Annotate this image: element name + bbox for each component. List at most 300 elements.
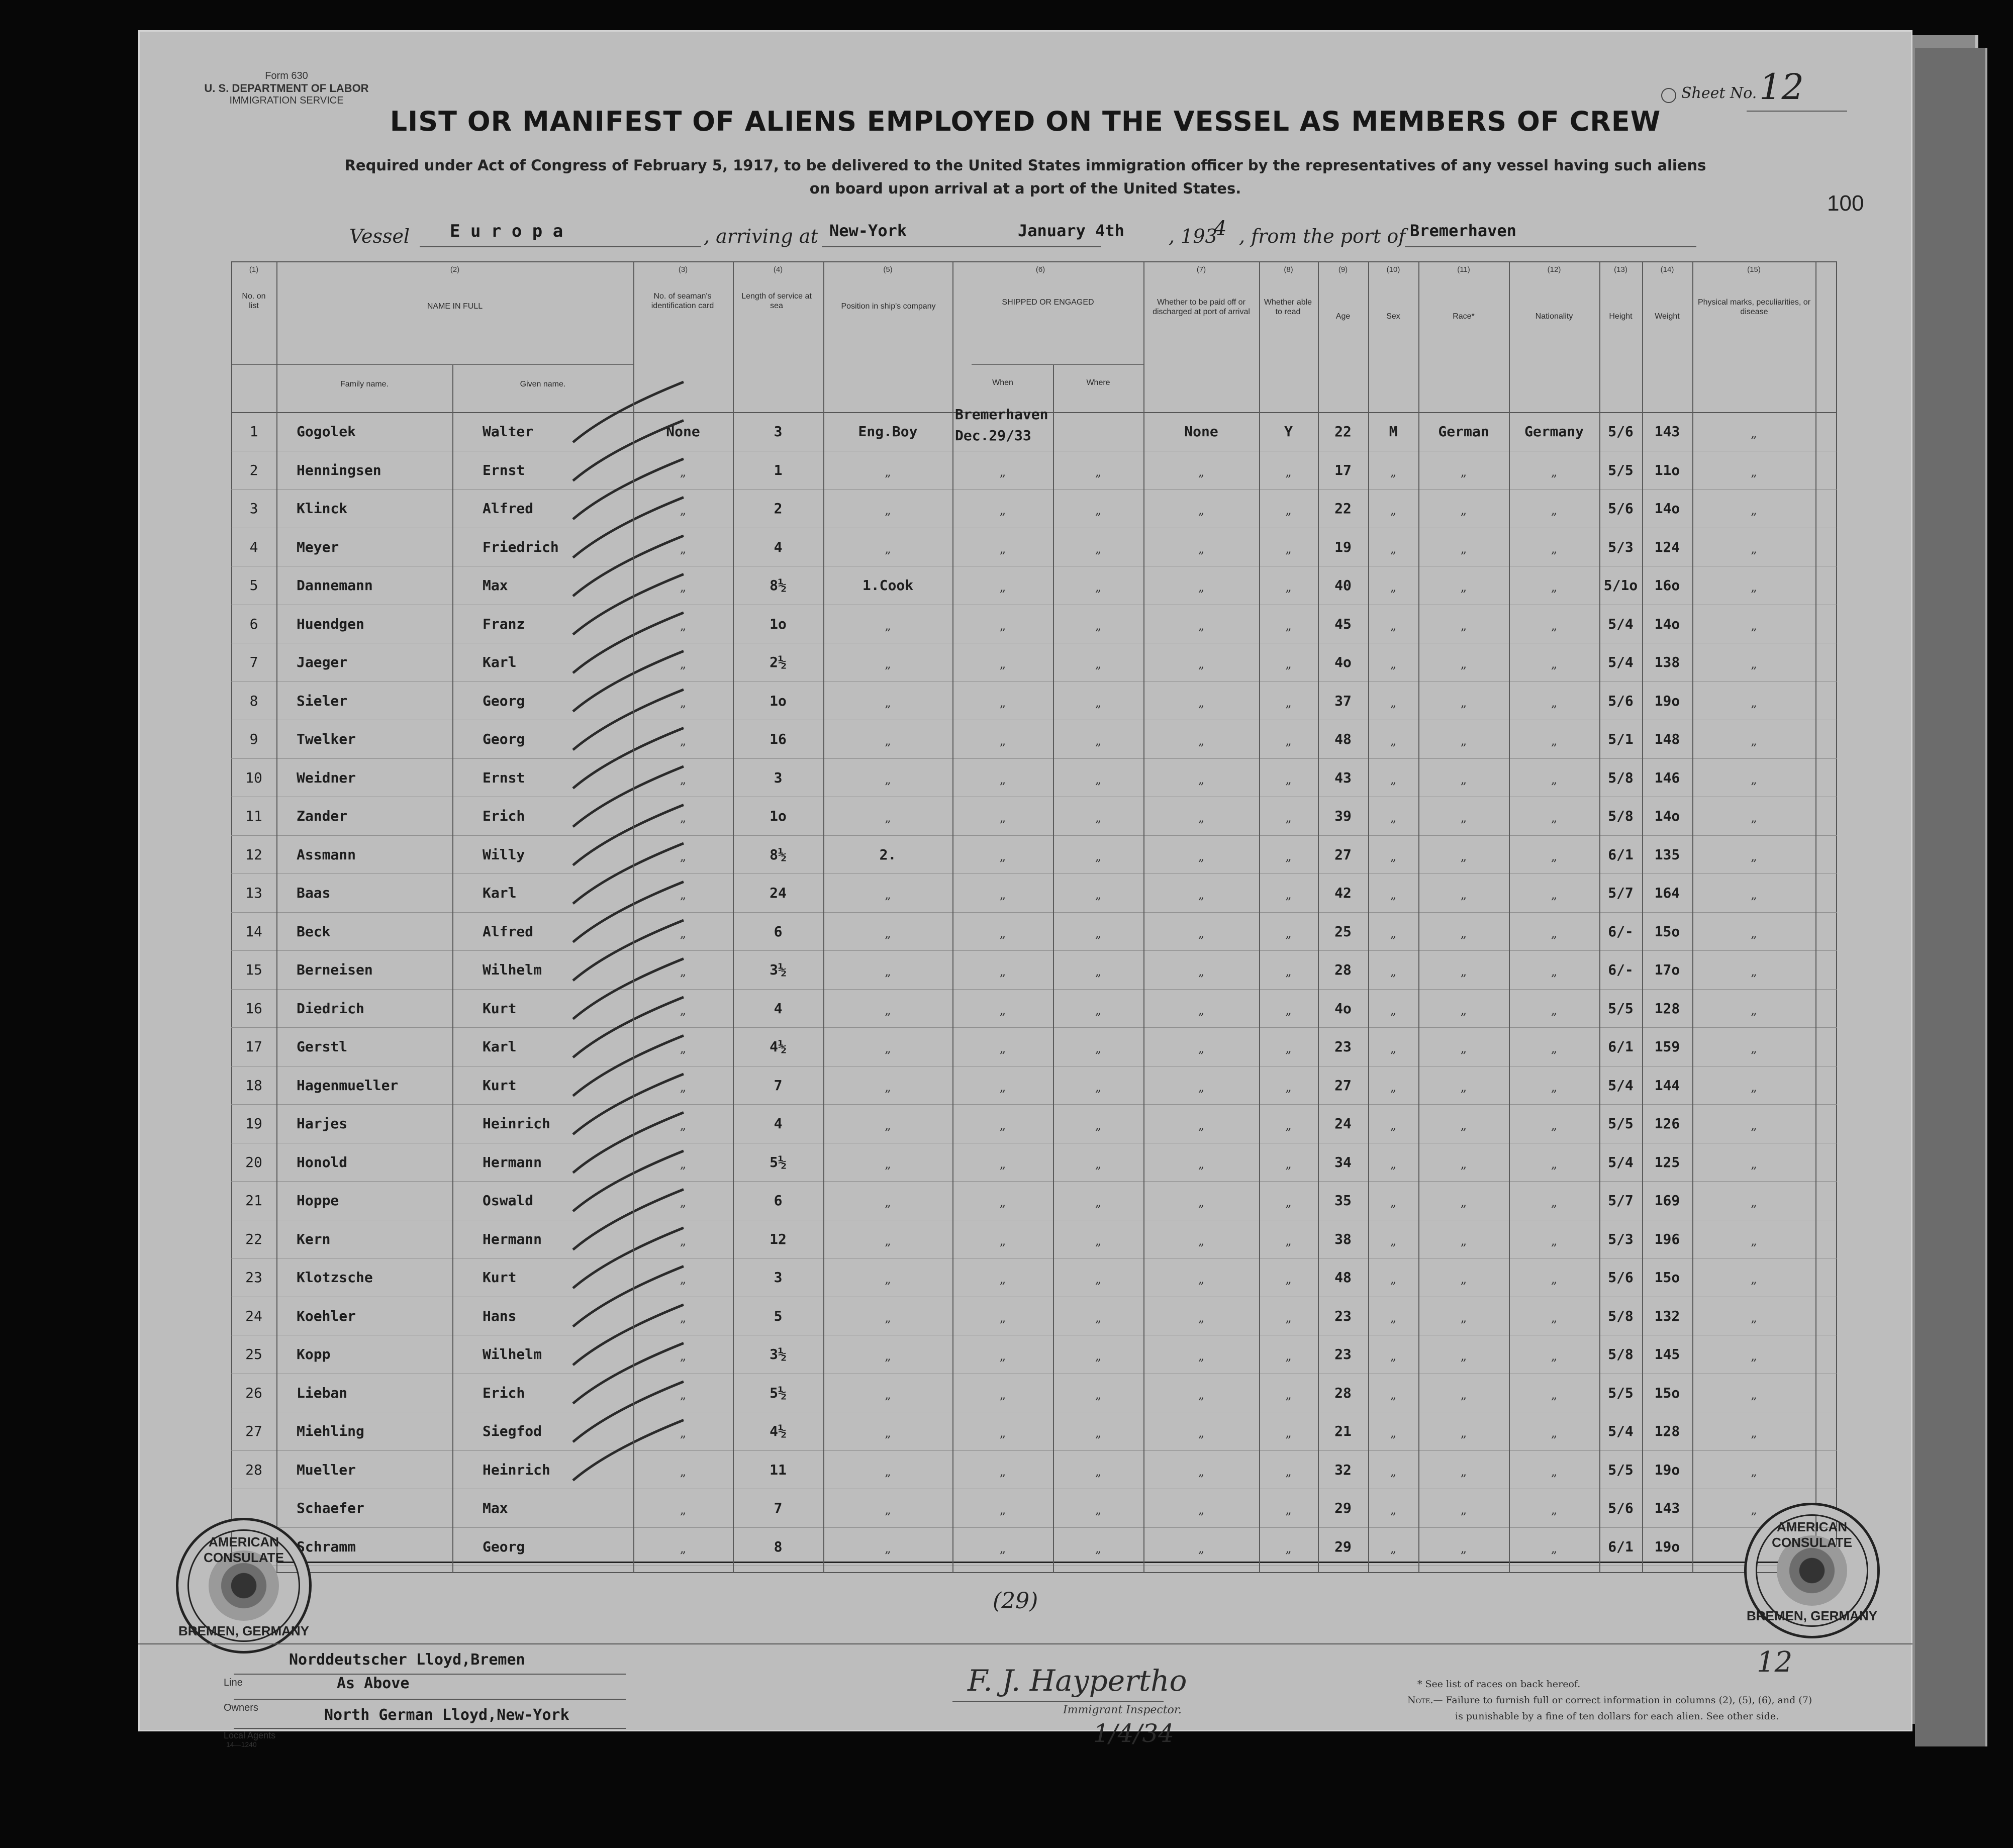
family-name: Klotzsche [297, 1269, 373, 1286]
from-port-label: , from the port of [1239, 225, 1406, 247]
ditto-mark: „ [1095, 888, 1102, 902]
ditto-mark: „ [1095, 1503, 1102, 1517]
weight: 19o [1654, 692, 1680, 709]
position: Eng.Boy [858, 423, 918, 440]
ditto-mark: „ [680, 734, 687, 748]
ditto-mark: „ [1551, 1272, 1558, 1286]
length-of-service: 2 [774, 500, 783, 517]
height: 5/5 [1608, 461, 1634, 478]
ditto-mark: „ [1551, 695, 1558, 710]
ditto-mark: „ [1095, 1464, 1102, 1479]
family-name: Lieban [297, 1384, 348, 1401]
ditto-mark: „ [1551, 926, 1558, 940]
ditto-mark: „ [1285, 811, 1292, 825]
ditto-mark: „ [1198, 1156, 1205, 1171]
ditto-mark: „ [1751, 657, 1757, 671]
column-rule [1509, 261, 1510, 1573]
ditto-mark: „ [999, 1041, 1006, 1055]
ditto-mark: „ [1390, 1464, 1397, 1479]
row-number: 26 [245, 1384, 262, 1401]
ditto-mark: „ [680, 1541, 687, 1555]
ditto-mark: „ [1551, 1426, 1558, 1440]
ditto-mark: „ [1551, 888, 1558, 902]
family-name: Zander [297, 808, 348, 824]
weight: 138 [1654, 654, 1680, 670]
ditto-mark: „ [1751, 580, 1757, 594]
row-number: 24 [245, 1307, 262, 1324]
owners-value: As Above [337, 1675, 410, 1692]
family-name: Assmann [297, 846, 356, 863]
family-name: Kopp [297, 1346, 331, 1363]
header-id-card: No. of seaman's identification card [651, 292, 714, 310]
ditto-mark: „ [1751, 888, 1757, 902]
ditto-mark: „ [1390, 464, 1397, 479]
header-height: Height [1609, 312, 1633, 321]
ditto-mark: „ [680, 1195, 687, 1209]
age: 17 [1334, 461, 1352, 478]
ditto-mark: „ [885, 772, 891, 787]
ditto-mark: „ [1751, 1426, 1757, 1440]
form-code: 14—1240 [226, 1740, 257, 1748]
year-label: , 193 [1169, 225, 1217, 247]
length-of-service: 8½ [770, 577, 787, 594]
ditto-mark: „ [680, 1041, 687, 1055]
ditto-mark: „ [1460, 618, 1467, 633]
ditto-mark: „ [885, 503, 891, 517]
given-name: Friedrich [483, 538, 559, 555]
age: 45 [1334, 615, 1352, 632]
ditto-mark: „ [999, 657, 1006, 671]
ditto-mark: „ [885, 1464, 891, 1479]
ditto-mark: „ [1460, 541, 1467, 556]
ditto-mark: „ [1460, 1349, 1467, 1363]
ditto-mark: „ [1390, 1118, 1397, 1132]
ditto-mark: „ [1551, 1233, 1558, 1248]
ditto-mark: „ [1751, 618, 1757, 633]
ditto-mark: „ [1551, 541, 1558, 556]
family-name: Huendgen [297, 615, 364, 632]
ditto-mark: „ [1751, 541, 1757, 556]
ditto-mark: „ [1285, 1310, 1292, 1325]
ditto-mark: „ [1095, 1426, 1102, 1440]
ditto-mark: „ [1390, 1156, 1397, 1171]
ditto-mark: „ [999, 1156, 1006, 1171]
family-name: Berneisen [297, 961, 373, 978]
weight: 128 [1654, 1000, 1680, 1017]
family-name: Miehling [297, 1423, 364, 1439]
ditto-mark: „ [680, 964, 687, 979]
ditto-mark: „ [1460, 1272, 1467, 1286]
length-of-service: 3 [774, 1269, 783, 1286]
length-of-service: 4 [774, 538, 783, 555]
ditto-mark: „ [1390, 1041, 1397, 1055]
col-num-5: (5) [883, 265, 893, 274]
age: 27 [1334, 846, 1352, 863]
ditto-mark: „ [680, 464, 687, 479]
ditto-mark: „ [1460, 695, 1467, 710]
given-name: Wilhelm [483, 1346, 542, 1363]
family-name: Mueller [297, 1461, 356, 1478]
ditto-mark: „ [1460, 1156, 1467, 1171]
family-name: Jaeger [297, 654, 348, 670]
ditto-mark: „ [1198, 1195, 1205, 1209]
height: 5/8 [1608, 769, 1634, 786]
family-name: Weidner [297, 769, 356, 786]
ditto-mark: „ [885, 964, 891, 979]
row-number: 20 [245, 1153, 262, 1171]
ditto-mark: „ [1095, 464, 1102, 479]
ditto-mark: „ [885, 541, 891, 556]
age: 38 [1334, 1230, 1352, 1247]
header-nationality: Nationality [1535, 312, 1573, 321]
column-rule [733, 261, 734, 1573]
ditto-mark: „ [1751, 1156, 1757, 1171]
ditto-mark: „ [1751, 1503, 1757, 1517]
ditto-mark: „ [1198, 695, 1205, 710]
height: 5/8 [1608, 808, 1634, 824]
ditto-mark: „ [1285, 1118, 1292, 1132]
header-race: Race* [1453, 312, 1475, 321]
ditto-mark: „ [1390, 849, 1397, 863]
ditto-mark: „ [1751, 1195, 1757, 1209]
col-num-2: (2) [450, 265, 460, 274]
ditto-mark: „ [1551, 1387, 1558, 1402]
given-name: Hans [483, 1307, 517, 1324]
ditto-mark: „ [680, 541, 687, 556]
ditto-mark: „ [1460, 580, 1467, 594]
header-physical: Physical marks, peculiarities, or disease [1697, 298, 1811, 316]
family-name: Gogolek [297, 423, 356, 440]
ditto-mark: „ [999, 1426, 1006, 1440]
ditto-mark: „ [1285, 1003, 1292, 1017]
ditto-mark: „ [1285, 1387, 1292, 1402]
age: 19 [1334, 538, 1352, 555]
ditto-mark: „ [680, 888, 687, 902]
ditto-mark: „ [1460, 926, 1467, 940]
ditto-mark: „ [885, 1156, 891, 1171]
ditto-mark: „ [1285, 1541, 1292, 1555]
family-name: Gerstl [297, 1038, 348, 1055]
shipped-date: Dec.29/33 [955, 427, 1031, 444]
given-name: Max [483, 1500, 508, 1516]
age: 42 [1334, 885, 1352, 901]
height: 5/7 [1608, 885, 1634, 901]
ditto-mark: „ [885, 1310, 891, 1325]
row-number: 27 [245, 1423, 262, 1439]
column-rule [1318, 261, 1319, 1573]
inspector-date: 1/4/34 [1093, 1719, 1174, 1748]
age: 4o [1334, 1000, 1352, 1017]
height: 5/1 [1608, 731, 1634, 747]
age: 28 [1334, 961, 1352, 978]
ditto-mark: „ [999, 926, 1006, 940]
ditto-mark: „ [1460, 849, 1467, 863]
agents-label: Local Agents [224, 1730, 276, 1740]
ditto-mark: „ [1285, 1156, 1292, 1171]
age: 48 [1334, 731, 1352, 747]
ditto-mark: „ [1095, 1195, 1102, 1209]
ditto-mark: „ [1095, 580, 1102, 594]
ditto-mark: „ [1095, 541, 1102, 556]
ditto-mark: „ [885, 1003, 891, 1017]
height: 6/- [1608, 961, 1634, 978]
weight: 128 [1654, 1423, 1680, 1439]
height: 6/1 [1608, 1038, 1634, 1055]
family-name: Henningsen [297, 461, 381, 478]
column-rule [1418, 261, 1419, 1573]
column-rule [1599, 261, 1600, 1573]
weight: 17o [1654, 961, 1680, 978]
ditto-mark: „ [1285, 1041, 1292, 1055]
ditto-mark: „ [1390, 541, 1397, 556]
ditto-mark: „ [1751, 1310, 1757, 1325]
ditto-mark: „ [1095, 1233, 1102, 1248]
age: 37 [1334, 692, 1352, 709]
ditto-mark: „ [1460, 1503, 1467, 1517]
ditto-mark: „ [1551, 580, 1558, 594]
ditto-mark: „ [1460, 1426, 1467, 1440]
height: 5/5 [1608, 1115, 1634, 1132]
check-stroke [573, 382, 684, 442]
page-title: LIST OR MANIFEST OF ALIENS EMPLOYED ON THE VESSEL AS MEMBERS OF CREW [390, 106, 1661, 137]
length-of-service: 6 [774, 1192, 783, 1209]
ditto-mark: „ [1551, 1349, 1558, 1363]
subtitle-line-2: on board upon arrival at a port of the United States. [809, 180, 1241, 197]
row-number: 23 [245, 1269, 262, 1286]
row-number: 10 [245, 769, 262, 786]
height: 5/4 [1608, 615, 1634, 632]
weight: 148 [1654, 731, 1680, 747]
age: 4o [1334, 654, 1352, 670]
given-name: Ernst [483, 461, 525, 478]
ditto-mark: „ [1751, 695, 1757, 710]
weight: 15o [1654, 1269, 1680, 1286]
weight: 126 [1654, 1115, 1680, 1132]
given-name: Karl [483, 1038, 517, 1055]
height: 5/6 [1608, 500, 1634, 517]
ditto-mark: „ [1198, 1387, 1205, 1402]
ditto-mark: „ [1198, 1349, 1205, 1363]
ditto-mark: „ [1551, 772, 1558, 787]
weight: 143 [1654, 1500, 1680, 1516]
inspector-signature: F. J. Haypertho [968, 1664, 1187, 1698]
ditto-mark: „ [1095, 926, 1102, 940]
ditto-mark: „ [1390, 926, 1397, 940]
ditto-mark: „ [1751, 1387, 1757, 1402]
line-label: Line [224, 1677, 243, 1688]
ditto-mark: „ [999, 1080, 1006, 1094]
length-of-service: 8½ [770, 846, 787, 863]
ditto-mark: „ [999, 464, 1006, 479]
ditto-mark: „ [999, 580, 1006, 594]
position: 2. [879, 846, 897, 863]
ditto-mark: „ [1285, 657, 1292, 671]
ditto-mark: „ [1460, 1233, 1467, 1248]
ditto-mark: „ [885, 464, 891, 479]
header-family-name: Family name. [340, 380, 389, 388]
family-name: Dannemann [297, 577, 373, 594]
given-name: Hermann [483, 1230, 542, 1247]
nationality: Germany [1524, 423, 1584, 440]
column-rule [1259, 261, 1260, 1573]
ditto-mark: „ [1390, 772, 1397, 787]
ditto-mark: „ [1095, 772, 1102, 787]
ditto-mark: „ [999, 1118, 1006, 1132]
ditto-mark: „ [1390, 734, 1397, 748]
weight: 145 [1654, 1346, 1680, 1363]
ditto-mark: „ [999, 811, 1006, 825]
row-number: 11 [245, 808, 262, 824]
family-name: Schaefer [297, 1500, 364, 1516]
ditto-mark: „ [1551, 964, 1558, 979]
row-number: 6 [249, 615, 258, 632]
ditto-mark: „ [1198, 580, 1205, 594]
ditto-mark: „ [680, 580, 687, 594]
ditto-mark: „ [1460, 1387, 1467, 1402]
ditto-mark: „ [1551, 1195, 1558, 1209]
ditto-mark: „ [999, 1195, 1006, 1209]
age: 23 [1334, 1346, 1352, 1363]
ditto-mark: „ [1198, 1233, 1205, 1248]
form-header [204, 70, 369, 107]
height: 5/7 [1608, 1192, 1634, 1209]
ditto-mark: „ [885, 926, 891, 940]
ditto-mark: „ [1198, 503, 1205, 517]
age: 40 [1334, 577, 1352, 594]
length-of-service: 1o [770, 808, 787, 824]
height: 5/6 [1608, 692, 1634, 709]
ditto-mark: „ [1460, 1464, 1467, 1479]
row-number: 14 [245, 923, 262, 940]
length-of-service: 1 [774, 461, 783, 478]
height: 5/6 [1608, 1500, 1634, 1516]
height: 5/8 [1608, 1346, 1634, 1363]
age: 34 [1334, 1153, 1352, 1171]
weight: 125 [1654, 1153, 1680, 1171]
ditto-mark: „ [1751, 503, 1757, 517]
consulate-stamp-right: AMERICAN CONSULATE BREMEN, GERMANY [1744, 1503, 1880, 1638]
ditto-mark: „ [680, 618, 687, 633]
ditto-mark: „ [1460, 503, 1467, 517]
ditto-mark: „ [1285, 734, 1292, 748]
row-number: 1 [249, 423, 258, 440]
height: 5/4 [1608, 654, 1634, 670]
age: 29 [1334, 1538, 1352, 1555]
ditto-mark: „ [1460, 1310, 1467, 1325]
ditto-mark: „ [999, 503, 1006, 517]
ditto-mark: „ [1390, 657, 1397, 671]
position: 1.Cook [862, 577, 914, 594]
height: 6/1 [1608, 1538, 1634, 1555]
ditto-mark: „ [1198, 618, 1205, 633]
family-name: Diedrich [297, 1000, 364, 1017]
line-value: Norddeutscher Lloyd,Bremen [289, 1651, 525, 1669]
given-name: Franz [483, 615, 525, 632]
given-name: Georg [483, 692, 525, 709]
ditto-mark: „ [1751, 1118, 1757, 1132]
col-num-15: (15) [1747, 265, 1761, 274]
col-num-14: (14) [1660, 265, 1674, 274]
age: 32 [1334, 1461, 1352, 1478]
given-name: Kurt [483, 1269, 517, 1286]
height: 5/1o [1603, 577, 1638, 594]
row-number: 2 [249, 461, 258, 478]
ditto-mark: „ [1198, 1503, 1205, 1517]
agents-value: North German Lloyd,New-York [324, 1706, 569, 1724]
family-name: Harjes [297, 1115, 348, 1132]
ditto-mark: „ [680, 1426, 687, 1440]
age: 23 [1334, 1307, 1352, 1324]
length-of-service: 5½ [770, 1384, 787, 1401]
column-rule [276, 261, 277, 1573]
ditto-mark: „ [999, 964, 1006, 979]
page-number: 100 [1827, 191, 1864, 216]
ditto-mark: „ [1551, 1118, 1558, 1132]
ditto-mark: „ [1551, 1156, 1558, 1171]
ditto-mark: „ [1751, 734, 1757, 748]
ditto-mark: „ [1751, 849, 1757, 863]
header-sex: Sex [1386, 312, 1400, 321]
given-name: Erich [483, 1384, 525, 1401]
header-paid-off: Whether to be paid off or discharged at port of arrival [1153, 298, 1250, 316]
ditto-mark: „ [1285, 1233, 1292, 1248]
age: 43 [1334, 769, 1352, 786]
weight: 196 [1654, 1230, 1680, 1247]
ditto-mark: „ [999, 1464, 1006, 1479]
family-name: Honold [297, 1153, 348, 1171]
ditto-mark: „ [1285, 1503, 1292, 1517]
row-number: 9 [249, 731, 258, 747]
ditto-mark: „ [680, 1118, 687, 1132]
ditto-mark: „ [885, 1195, 891, 1209]
race: German [1438, 423, 1489, 440]
ditto-mark: „ [1390, 964, 1397, 979]
length-of-service: 1o [770, 692, 787, 709]
ditto-mark: „ [1285, 849, 1292, 863]
age: 24 [1334, 1115, 1352, 1132]
ditto-mark: „ [1198, 1080, 1205, 1094]
ditto-mark: „ [680, 1310, 687, 1325]
age: 22 [1334, 423, 1352, 440]
ditto-mark: „ [1285, 888, 1292, 902]
family-name: Twelker [297, 731, 356, 747]
header-position: Position in ship's company [841, 302, 936, 311]
ditto-mark: „ [1390, 618, 1397, 633]
weight: 19o [1654, 1538, 1680, 1555]
height: 5/5 [1608, 1000, 1634, 1017]
given-name: Alfred [483, 500, 534, 517]
ditto-mark: „ [680, 1349, 687, 1363]
ditto-mark: „ [999, 541, 1006, 556]
ditto-mark: „ [1095, 964, 1102, 979]
ditto-mark: „ [1285, 580, 1292, 594]
age: 29 [1334, 1500, 1352, 1516]
penalty-note-2: is punishable by a fine of ten dollars for each alien. See other side. [1455, 1711, 1779, 1722]
ditto-mark: „ [680, 1503, 687, 1517]
height: 6/1 [1608, 846, 1634, 863]
ditto-mark: „ [1198, 926, 1205, 940]
weight: 15o [1654, 923, 1680, 940]
ditto-mark: „ [1095, 1349, 1102, 1363]
arriving-label: , arriving at [704, 225, 818, 247]
ditto-mark: „ [885, 1387, 891, 1402]
ditto-mark: „ [1460, 1541, 1467, 1555]
given-name: Hermann [483, 1153, 542, 1171]
ditto-mark: „ [999, 1233, 1006, 1248]
ditto-mark: „ [1285, 1426, 1292, 1440]
height: 5/8 [1608, 1307, 1634, 1324]
ditto-mark: „ [1390, 1541, 1397, 1555]
